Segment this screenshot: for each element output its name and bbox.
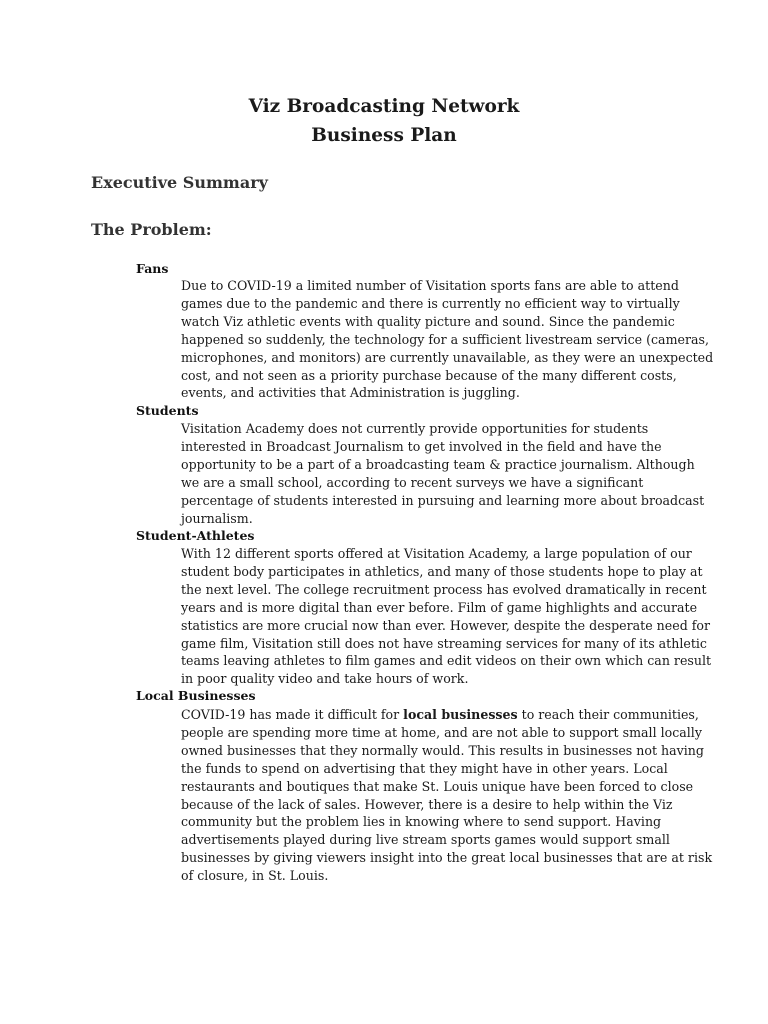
text-line: statistics are more crucial now than ever. However, despite the desperate need for xyxy=(181,617,711,633)
text-line: journalism. xyxy=(181,510,253,526)
text-line: restaurants and boutiques that make St. Louis unique have been forced to close xyxy=(181,778,694,794)
text-line: microphones, and monitors) are currently unavailable, as they were an unexpected xyxy=(181,349,714,365)
text-line: owned businesses that they normally would. This results in businesses not having xyxy=(181,742,704,758)
text-fragment: COVID-19 has made it difficult for xyxy=(181,707,404,722)
section-body-fans xyxy=(181,277,714,402)
heading-the-problem: The Problem: xyxy=(91,220,212,239)
text-line: community but the problem lies in knowing where to send support. Having xyxy=(181,814,662,830)
text-line: years and is more digital than ever before. Film of game highlights and accurate xyxy=(181,599,698,615)
section-heading-local-businesses: Local Businesses xyxy=(136,688,256,703)
text-line: because of the lack of sales. However, there is a desire to help within the Viz xyxy=(181,796,673,812)
section-heading-student-athletes: Student-Athletes xyxy=(136,528,255,543)
text-line: teams leaving athletes to film games and edit videos on their own which can result xyxy=(181,653,712,669)
text-line xyxy=(181,706,701,724)
text-line: people are spending more time at home, and are not able to support small locally xyxy=(181,724,702,740)
section-body-student-athletes xyxy=(181,545,712,688)
text-line: Visitation Academy does not currently provide opportunities for students xyxy=(181,421,649,436)
section-heading-fans: Fans xyxy=(136,261,169,276)
text-line: the funds to spend on advertising that they might have in other years. Local xyxy=(181,760,668,776)
text-line: advertisements played during live stream sports games would support small xyxy=(181,832,670,848)
document-subtitle: Business Plan xyxy=(311,125,457,146)
text-line: of closure, in St. Louis. xyxy=(181,868,329,884)
text-fragment: to reach their communities, xyxy=(517,707,699,722)
text-line: percentage of students interested in pursuing and learning more about broadcast xyxy=(181,492,705,508)
text-line: businesses by giving viewers insight into the great local businesses that are at risk xyxy=(181,850,713,866)
text-line: we are a small school, according to recent surveys we have a significant xyxy=(181,474,644,490)
text-line: With 12 different sports offered at Visitation Academy, a large population of our xyxy=(181,546,692,561)
text-line: opportunity to be a part of a broadcasting team & practice journalism. Although xyxy=(181,456,695,472)
text-line: interested in Broadcast Journalism to get involved in the field and have the xyxy=(181,438,662,454)
text-line: in poor quality video and take hours of work. xyxy=(181,671,469,687)
text-line: student body participates in athletics, and many of those students hope to play at xyxy=(181,563,703,579)
text-line: game film, Visitation still does not have streaming services for many of its athletic xyxy=(181,635,707,651)
text-line: the next level. The college recruitment process has evolved dramatically in recent xyxy=(181,581,707,597)
text-line: games due to the pandemic and there is currently no efficient way to virtually xyxy=(181,295,680,311)
section-heading-students: Students xyxy=(136,403,199,418)
section-body-students xyxy=(181,420,705,527)
text-line: events, and activities that Administration is juggling. xyxy=(181,385,520,401)
section-body-local-businesses xyxy=(181,706,713,885)
text-line: watch Viz athletic events with quality picture and sound. Since the pandemic xyxy=(181,313,675,329)
text-line: cost, and not seen as a priority purchase because of the many different costs, xyxy=(181,367,677,383)
heading-executive-summary: Executive Summary xyxy=(91,173,268,192)
text-line: happened so suddenly, the technology for a sufficient livestream service (cameras, xyxy=(181,331,709,347)
text-line: Due to COVID-19 a limited number of Visitation sports fans are able to attend xyxy=(181,278,679,293)
bold-phrase: local businesses xyxy=(403,707,518,722)
document-title: Viz Broadcasting Network xyxy=(248,96,520,117)
